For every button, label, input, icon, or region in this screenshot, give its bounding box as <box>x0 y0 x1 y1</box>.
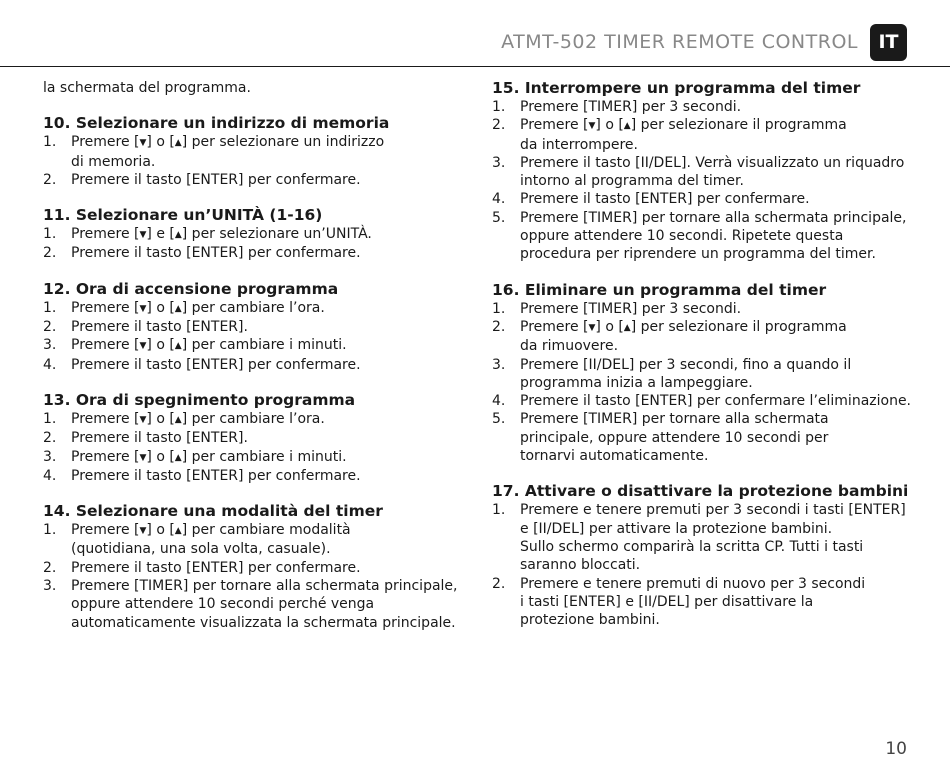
step-text: Premere [ <box>71 337 140 354</box>
arrow-up-icon: ▲ <box>174 452 182 463</box>
step-text: ] o [ <box>146 410 175 427</box>
left-column <box>43 79 458 649</box>
step-text: Premere e tenere premuti per 3 secondi i tasti [ENTER] <box>520 502 906 519</box>
step-text: ] per selezionare il programma <box>630 117 847 134</box>
instruction-section <box>492 482 912 629</box>
step-text: da interrompere. <box>520 136 638 153</box>
arrow-up-icon: ▲ <box>174 526 182 537</box>
step-number: 4. <box>492 191 506 208</box>
step-text: ] per selezionare un indirizzo <box>181 134 385 151</box>
step-text: di memoria. <box>71 153 156 170</box>
arrow-down-icon: ▼ <box>139 526 147 537</box>
step-text: Premere [TIMER] per 3 secondi. <box>520 300 742 317</box>
section-heading: 10. Selezionare un indirizzo di memoria <box>43 114 390 133</box>
step-item <box>492 318 912 356</box>
step-item <box>43 171 458 189</box>
step-text: Premere il tasto [ENTER] per confermare l’eliminazione. <box>520 393 912 410</box>
intro-text: la schermata del programma. <box>43 80 251 96</box>
step-number: 2. <box>492 575 506 592</box>
steps-list <box>43 133 458 189</box>
steps-list <box>492 300 912 466</box>
steps-list <box>43 410 458 485</box>
step-text: Premere il tasto [ENTER]. <box>71 319 248 336</box>
arrow-down-icon: ▼ <box>139 341 147 352</box>
step-text: principale, oppure attendere 10 secondi per <box>520 429 829 446</box>
arrow-down-icon: ▼ <box>139 138 147 149</box>
step-text: Premere [ <box>71 522 140 539</box>
step-text: intorno al programma del timer. <box>520 173 744 190</box>
step-text: da rimuovere. <box>520 338 619 355</box>
arrow-down-icon: ▼ <box>588 322 596 333</box>
step-text: Premere [ <box>71 226 140 243</box>
step-number: 1. <box>43 226 57 243</box>
step-text: Premere il tasto [ENTER] per confermare. <box>71 559 361 576</box>
step-number: 3. <box>43 578 57 595</box>
step-item <box>492 98 912 116</box>
step-number: 2. <box>43 430 57 447</box>
step-text: Premere [ <box>71 410 140 427</box>
step-number: 2. <box>492 318 506 335</box>
step-text: Premere [ <box>520 117 589 134</box>
step-text: Premere il tasto [ENTER] per confermare. <box>71 467 361 484</box>
step-item <box>43 521 458 559</box>
step-text: Premere il tasto [ENTER] per confermare. <box>520 191 810 208</box>
step-text: Premere [ <box>71 134 140 151</box>
step-number: 2. <box>43 319 57 336</box>
header-title: ATMT-502 TIMER REMOTE CONTROL <box>501 31 858 53</box>
steps-list <box>492 98 912 264</box>
step-number: 3. <box>492 154 506 171</box>
section-heading: 17. Attivare o disattivare la protezione bambini <box>492 482 909 501</box>
section-heading: 15. Interrompere un programma del timer <box>492 79 861 97</box>
step-text: ] o [ <box>146 299 175 316</box>
step-text: oppure attendere 10 secondi perché venga <box>71 596 375 613</box>
step-text: ] per cambiare l’ora. <box>181 299 325 316</box>
step-item <box>43 133 458 171</box>
step-item <box>43 356 458 374</box>
step-item <box>43 448 458 467</box>
section-heading: 13. Ora di spegnimento programma <box>43 390 356 409</box>
instruction-section <box>492 281 912 466</box>
step-number: 3. <box>492 356 506 373</box>
instruction-section <box>43 206 458 263</box>
step-number: 5. <box>492 209 506 226</box>
step-text: Premere [II/DEL] per 3 secondi, fino a quando il <box>520 356 852 373</box>
step-item <box>43 225 458 244</box>
instruction-section <box>43 502 458 632</box>
step-item <box>492 501 912 574</box>
step-text: Premere [TIMER] per 3 secondi. <box>520 99 742 115</box>
section-heading: 14. Selezionare una modalità del timer <box>43 502 383 521</box>
step-text: automaticamente visualizzata la schermata principale. <box>71 614 456 631</box>
step-text: ] o [ <box>146 337 175 354</box>
step-item <box>43 336 458 355</box>
arrow-up-icon: ▲ <box>174 414 182 425</box>
step-number: 1. <box>43 410 57 427</box>
step-number: 4. <box>43 356 57 373</box>
step-text: e [II/DEL] per attivare la protezione bambini. <box>520 520 833 537</box>
step-text: ] per cambiare i minuti. <box>181 448 347 465</box>
header-divider <box>0 66 950 67</box>
step-text: Premere [TIMER] per tornare alla schermata <box>520 411 829 428</box>
step-number: 1. <box>43 134 57 151</box>
steps-list <box>43 521 458 632</box>
step-number: 2. <box>43 171 57 188</box>
arrow-up-icon: ▲ <box>174 230 182 241</box>
step-text: i tasti [ENTER] e [II/DEL] per disattivare la <box>520 593 814 610</box>
step-item <box>492 190 912 208</box>
step-number: 1. <box>492 502 506 519</box>
arrow-down-icon: ▼ <box>588 121 596 132</box>
arrow-up-icon: ▲ <box>623 322 631 333</box>
steps-list <box>43 299 458 374</box>
step-number: 2. <box>43 559 57 576</box>
step-text: Premere il tasto [ENTER] per confermare. <box>71 245 361 262</box>
step-text: oppure attendere 10 secondi. Ripetete questa <box>520 228 844 245</box>
step-item <box>43 429 458 447</box>
step-text: ] o [ <box>146 134 175 151</box>
step-text: Premere e tenere premuti di nuovo per 3 secondi <box>520 575 866 592</box>
step-text: Premere [ <box>520 318 589 335</box>
step-item <box>43 244 458 262</box>
step-text: Premere [ <box>71 448 140 465</box>
section-heading: 11. Selezionare un’UNITÀ (1-16) <box>43 206 323 225</box>
step-item <box>43 410 458 429</box>
step-number: 5. <box>492 411 506 428</box>
step-text: ] o [ <box>146 448 175 465</box>
step-item <box>492 300 912 318</box>
step-text: Premere [TIMER] per tornare alla schermata principale, <box>520 209 907 226</box>
step-number: 4. <box>43 467 57 484</box>
step-text: (quotidiana, una sola volta, casuale). <box>71 541 331 558</box>
page-number: 10 <box>885 739 907 759</box>
step-item <box>492 575 912 630</box>
arrow-down-icon: ▼ <box>139 303 147 314</box>
step-number: 1. <box>492 300 506 317</box>
step-number: 1. <box>492 99 506 115</box>
step-text: Premere il tasto [II/DEL]. Verrà visualizzato un riquadro <box>520 154 905 171</box>
instruction-section <box>43 391 458 485</box>
step-text: saranno bloccati. <box>520 557 641 574</box>
section-heading: 12. Ora di accensione programma <box>43 279 339 298</box>
step-text: Sullo schermo comparirà la scritta CP. Tutti i tasti <box>520 538 864 555</box>
step-text: ] o [ <box>146 522 175 539</box>
step-number: 2. <box>492 117 506 134</box>
step-text: tornarvi automaticamente. <box>520 448 709 465</box>
arrow-up-icon: ▲ <box>623 121 631 132</box>
step-text: Premere [TIMER] per tornare alla schermata principale, <box>71 578 458 595</box>
step-number: 1. <box>43 522 57 539</box>
step-item <box>43 318 458 336</box>
step-text: procedura per riprendere un programma del timer. <box>520 246 876 263</box>
instruction-section <box>492 79 912 264</box>
step-text: Premere il tasto [ENTER] per confermare. <box>71 171 361 188</box>
arrow-down-icon: ▼ <box>139 414 147 425</box>
step-text: protezione bambini. <box>520 612 660 629</box>
step-number: 2. <box>43 245 57 262</box>
arrow-up-icon: ▲ <box>174 341 182 352</box>
step-item <box>43 559 458 577</box>
language-badge: IT <box>870 24 907 61</box>
step-item <box>492 410 912 465</box>
instruction-section <box>43 280 458 374</box>
arrow-up-icon: ▲ <box>174 138 182 149</box>
step-text: ] per cambiare modalità <box>181 522 351 539</box>
step-number: 3. <box>43 448 57 465</box>
step-text: ] e [ <box>146 226 175 243</box>
step-number: 3. <box>43 337 57 354</box>
arrow-up-icon: ▲ <box>174 303 182 314</box>
right-column <box>492 79 912 646</box>
step-text: ] per selezionare un’UNITÀ. <box>181 226 372 243</box>
instruction-section <box>43 114 458 189</box>
step-item <box>492 392 912 410</box>
step-text: Premere [ <box>71 299 140 316</box>
step-text: ] o [ <box>595 117 624 134</box>
step-number: 1. <box>43 299 57 316</box>
step-number: 4. <box>492 393 506 410</box>
arrow-down-icon: ▼ <box>139 230 147 241</box>
section-heading: 16. Eliminare un programma del timer <box>492 280 827 299</box>
step-item <box>43 467 458 485</box>
steps-list <box>43 225 458 263</box>
step-text: ] per cambiare i minuti. <box>181 337 347 354</box>
step-item <box>492 116 912 154</box>
step-item <box>43 577 458 632</box>
step-item <box>492 356 912 393</box>
step-text: Premere il tasto [ENTER]. <box>71 430 248 447</box>
step-text: ] per selezionare il programma <box>630 318 847 335</box>
step-item <box>492 154 912 191</box>
step-text: ] o [ <box>595 318 624 335</box>
step-text: Premere il tasto [ENTER] per confermare. <box>71 356 361 373</box>
step-text: ] per cambiare l’ora. <box>181 410 325 427</box>
step-text: programma inizia a lampeggiare. <box>520 374 753 391</box>
arrow-down-icon: ▼ <box>139 452 147 463</box>
steps-list <box>492 501 912 629</box>
step-item <box>43 299 458 318</box>
step-item <box>492 209 912 264</box>
